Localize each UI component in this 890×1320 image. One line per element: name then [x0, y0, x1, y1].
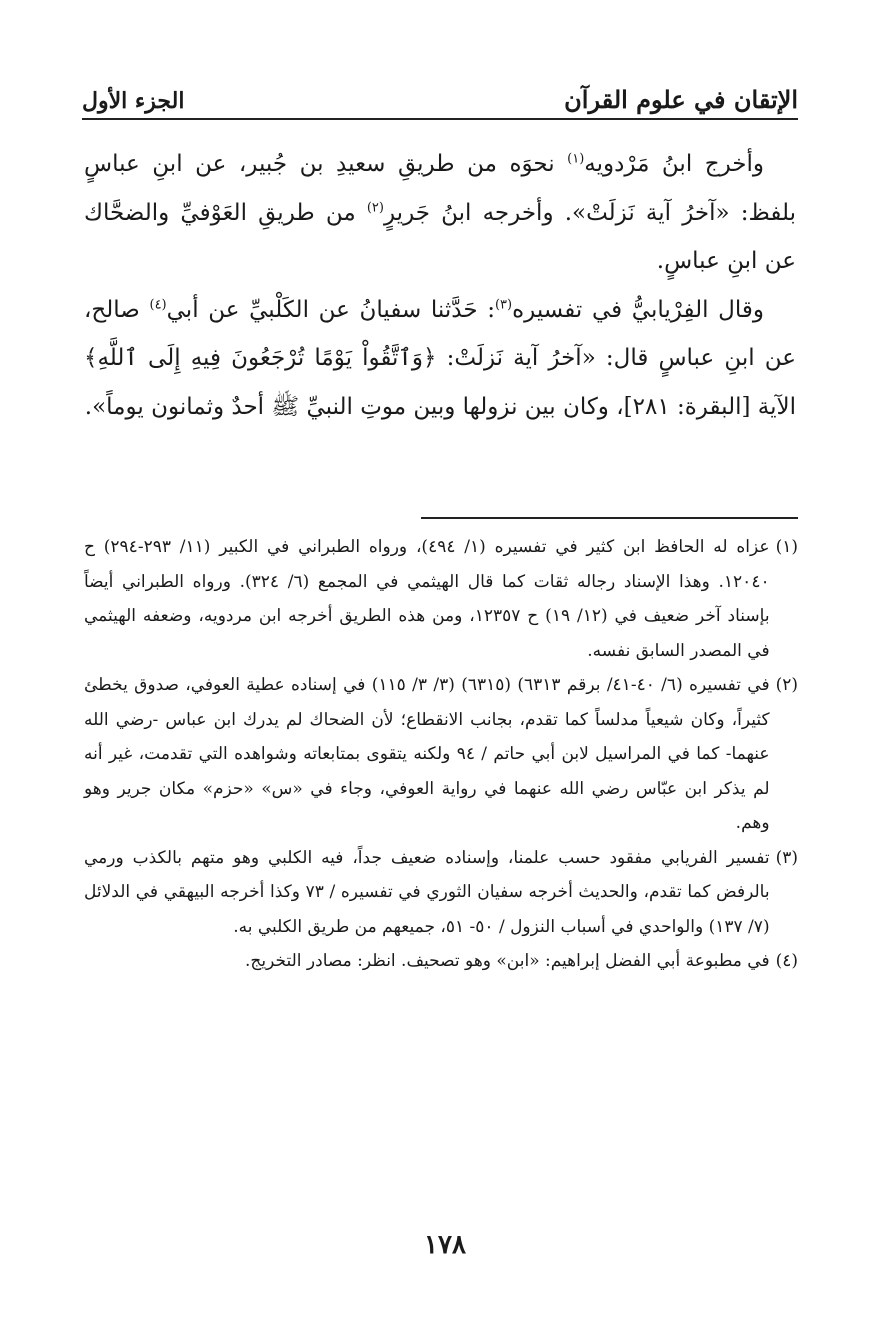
footnote-marker-2: (٢)	[366, 199, 384, 215]
footnote-item	[84, 530, 798, 668]
paragraph-text: من طريقِ العَوْفيِّ والضحَّاك عن ابنِ عباسٍ.	[84, 199, 796, 274]
paragraph-2	[84, 286, 796, 432]
footnote-text: عزاه له الحافظ ابن كثير في تفسيره (١/ ٤٩٤)، ورواه الطبراني في الكبير (١١/ ٢٩٣-٢٩٤) ح ١٢٠٤٠. وهذا الإسناد رجاله ثقات كما قال الهيثمي في المجمع (٦/ ٣٢٤). ورواه الطبراني أيضاً بإسناد آخر ضعيف في (١٢/ ١٩) ح ١٢٣٥٧، ومن هذه الطريق أخرجه ابن مردويه، وضعفه الهيثمي في المصدر السابق نفسه.	[84, 537, 770, 661]
paragraph-text: وقال الفِرْيابيُّ في تفسيره	[512, 296, 764, 323]
footnote-text: تفسير الفريابي مفقود حسب علمنا، وإسناده ضعيف جداً، فيه الكلبي وهو متهم بالكذب ورمي بالرفض كما تقدم، والحديث أخرجه سفيان الثوري في تفسيره / ٧٣ وكذا أخرجه البيهقي في الدلائل (٧/ ١٣٧) والواحدي في أسباب النزول / ٥٠- ٥١، جميعهم من طريق الكلبي به.	[84, 847, 770, 937]
paragraph-text: صالح، عن ابنِ عباسٍ قال: «آخرُ آية نَزلَتْ: ﴿وَٱتَّقُواْ يَوْمًا تُرْجَعُونَ فِيهِ إِلَى ٱللَّهِ﴾ الآية [البقرة: ٢٨١]، وكان بين نزولها وبين موتِ النبيِّ ﷺ أحدٌ وثمانون يوماً».	[84, 296, 796, 420]
footnote-marker-3: (٣)	[494, 296, 513, 312]
paragraph-1	[84, 140, 796, 286]
paragraph-text: : حَدَّثنا سفيانُ عن الكَلْبيِّ عن أبي	[166, 296, 495, 323]
footnote-number: (٤)	[775, 951, 798, 971]
footnote-item	[84, 841, 798, 945]
footnote-marker-4: (٤)	[149, 296, 167, 312]
part-label: الجزء الأول	[82, 88, 185, 114]
page-number: ١٧٨	[424, 1230, 466, 1260]
footnotes	[84, 530, 798, 979]
paragraph-text: وأخرج ابنُ مَرْدويه	[584, 151, 765, 177]
running-header	[82, 72, 798, 120]
footnote-separator	[421, 517, 798, 519]
footnote-item	[84, 668, 798, 841]
main-text	[84, 140, 796, 431]
book-title: الإتقان في علوم القرآن	[564, 85, 798, 114]
footnote-number: (٣)	[775, 847, 798, 868]
footnote-number: (١)	[775, 537, 798, 557]
footnote-item	[84, 944, 798, 979]
paragraph-text: نحوَه من طريقِ سعيدِ بن جُبير، عن ابنِ عباسٍ بلفظ: «آخرُ آية نَزلَتْ». وأخرجه ابنُ جَريرٍ	[84, 151, 796, 226]
footnote-number: (٢)	[775, 675, 798, 695]
footnote-text: في مطبوعة أبي الفضل إبراهيم: «ابن» وهو تصحيف. انظر: مصادر التخريج.	[245, 951, 770, 971]
footnote-text: في تفسيره (٦/ ٤٠-٤١/ برقم ٦٣١٣) (٦٣١٥) (٣/ ٣/ ١١٥) في إسناده عطية العوفي، صدوق يخطئ كثيراً، وكان شيعياً مدلساً كما تقدم، بجانب الانقطاع؛ لأن الضحاك لم يدرك ابن عباس -رضي الله عنهما- كما في المراسيل لابن أبي حاتم / ٩٤ ولكنه يتقوى بمتابعاته وشواهده التي تقدمت، غير أنه لم يذكر ابن عبّاس رضي الله عنهما في رواية العوفي، وجاء في «س» «حزم» مكان جرير وهو وهم.	[84, 675, 770, 833]
footnote-marker-1: (١)	[567, 151, 585, 167]
